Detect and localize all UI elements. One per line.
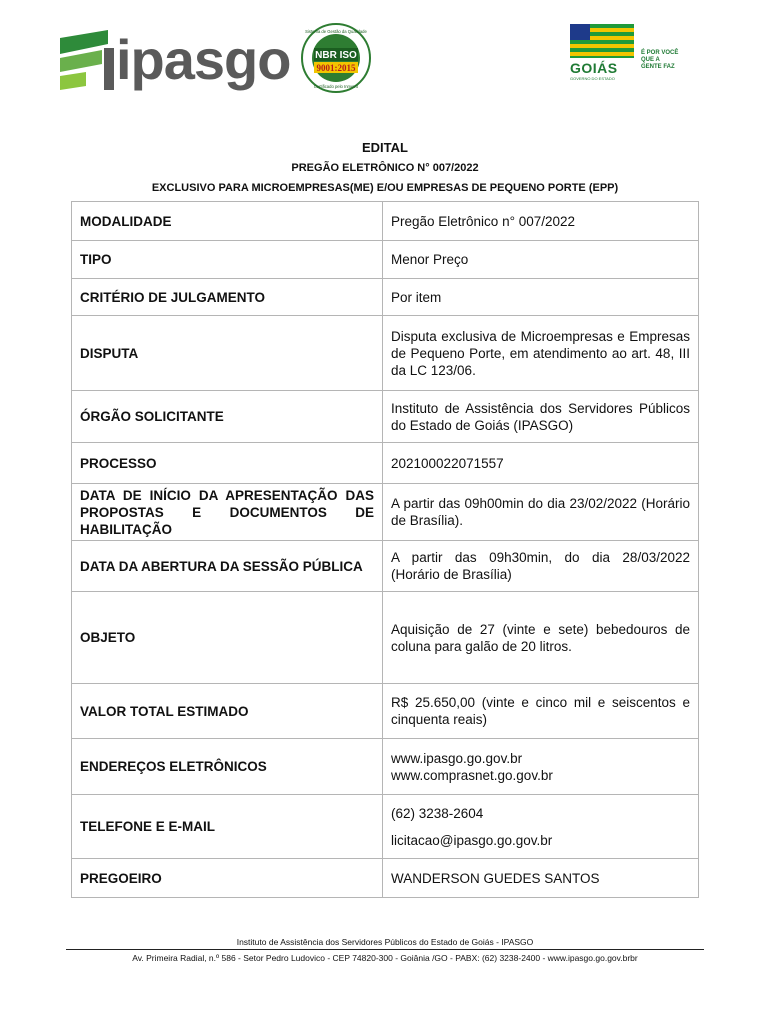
table-row xyxy=(72,859,699,898)
row-value xyxy=(383,739,699,795)
footer-institution: Instituto de Assistência dos Servidores Públicos do Estado de Goiás - IPASGO xyxy=(236,937,534,947)
table-row xyxy=(72,443,699,484)
table-row xyxy=(72,391,699,443)
row-label: ÓRGÃO SOLICITANTE xyxy=(72,391,383,443)
document-title: EDITAL xyxy=(362,140,408,155)
ipasgo-leaf-icon xyxy=(56,28,118,92)
iso-seal-bottom-text: Certificado pelo Inmetro xyxy=(313,84,359,89)
table-row xyxy=(72,795,699,859)
row-label: DISPUTA xyxy=(72,316,383,391)
row-value: Instituto de Assistência dos Servidores Públicos do Estado de Goiás (IPASGO) xyxy=(383,391,699,443)
email-link[interactable]: licitacao@ipasgo.go.gov.br xyxy=(391,832,553,848)
row-label: OBJETO xyxy=(72,592,383,684)
table-row xyxy=(72,316,699,391)
goias-logo-sub: GOVERNO DO ESTADO xyxy=(570,76,615,81)
row-label: DATA DA ABERTURA DA SESSÃO PÚBLICA xyxy=(72,541,383,592)
row-value: A partir das 09h30min, do dia 28/03/2022 (Horário de Brasília) xyxy=(383,541,699,592)
row-value: R$ 25.650,00 (vinte e cinco mil e seiscentos e cinquenta reais) xyxy=(383,684,699,739)
website-link-comprasnet[interactable]: www.comprasnet.go.gov.br xyxy=(391,767,553,783)
row-label: PREGOEIRO xyxy=(72,859,383,898)
document-exclusivity-note: EXCLUSIVO PARA MICROEMPRESAS(ME) E/OU EMPRESAS DE PEQUENO PORTE (EPP) xyxy=(151,182,619,194)
row-value: Aquisição de 27 (vinte e sete) bebedouros de coluna para galão de 20 litros. xyxy=(383,592,699,684)
table-row xyxy=(72,241,699,279)
footer-divider xyxy=(66,949,704,950)
iso-seal-sub: 9001:2015 xyxy=(316,63,356,73)
document-subtitle: PREGÃO ELETRÔNICO N° 007/2022 xyxy=(291,162,479,174)
row-label: DATA DE INÍCIO DA APRESENTAÇÃO DAS PROPOSTAS E DOCUMENTOS DE HABILITAÇÃO xyxy=(72,484,383,541)
row-value: WANDERSON GUEDES SANTOS xyxy=(383,859,699,898)
table-row xyxy=(72,202,699,241)
phone-number: (62) 3238-2604 xyxy=(391,805,484,821)
edital-info-table xyxy=(71,201,699,898)
row-label: TIPO xyxy=(72,241,383,279)
goias-logo-name: GOIÁS xyxy=(570,60,618,76)
row-label: VALOR TOTAL ESTIMADO xyxy=(72,684,383,739)
row-label: PROCESSO xyxy=(72,443,383,484)
row-label: ENDEREÇOS ELETRÔNICOS xyxy=(72,739,383,795)
iso-seal-top-text: Sistema de Gestão da Qualidade xyxy=(305,29,367,34)
row-value xyxy=(383,795,699,859)
table-row xyxy=(72,484,699,541)
table-row xyxy=(72,279,699,316)
row-label: CRITÉRIO DE JULGAMENTO xyxy=(72,279,383,316)
iso-certification-seal xyxy=(300,22,372,94)
row-label: TELEFONE E E-MAIL xyxy=(72,795,383,859)
row-value: A partir das 09h00min do dia 23/02/2022 (Horário de Brasília). xyxy=(383,484,699,541)
ipasgo-logo xyxy=(56,26,296,94)
ipasgo-logo-text: ipasgo xyxy=(116,28,291,91)
row-value: 202100022071557 xyxy=(383,443,699,484)
row-value: Por item xyxy=(383,279,699,316)
row-value: Menor Preço xyxy=(383,241,699,279)
table-row xyxy=(72,592,699,684)
goias-logo xyxy=(570,24,638,88)
website-link-ipasgo[interactable]: www.ipasgo.go.gov.br xyxy=(391,750,523,766)
row-value: Disputa exclusiva de Microempresas e Empresas de Pequeno Porte, em atendimento ao art. 48, III da LC 123/06. xyxy=(383,316,699,391)
footer-address: Av. Primeira Radial, n.º 586 - Setor Pedro Ludovico - CEP 74820-300 - Goiânia /GO - PABX: (62) 3238-2400 - www.ipasgo.go.gov.brbr xyxy=(132,953,638,963)
iso-seal-main: NBR ISO xyxy=(315,50,357,61)
table-row xyxy=(72,541,699,592)
goias-flag-icon xyxy=(570,24,634,58)
goias-slogan: É POR VOCÊ QUE A GENTE FAZ xyxy=(641,50,679,70)
row-value: Pregão Eletrônico n° 007/2022 xyxy=(383,202,699,241)
table-row xyxy=(72,739,699,795)
table-row xyxy=(72,684,699,739)
row-label: MODALIDADE xyxy=(72,202,383,241)
